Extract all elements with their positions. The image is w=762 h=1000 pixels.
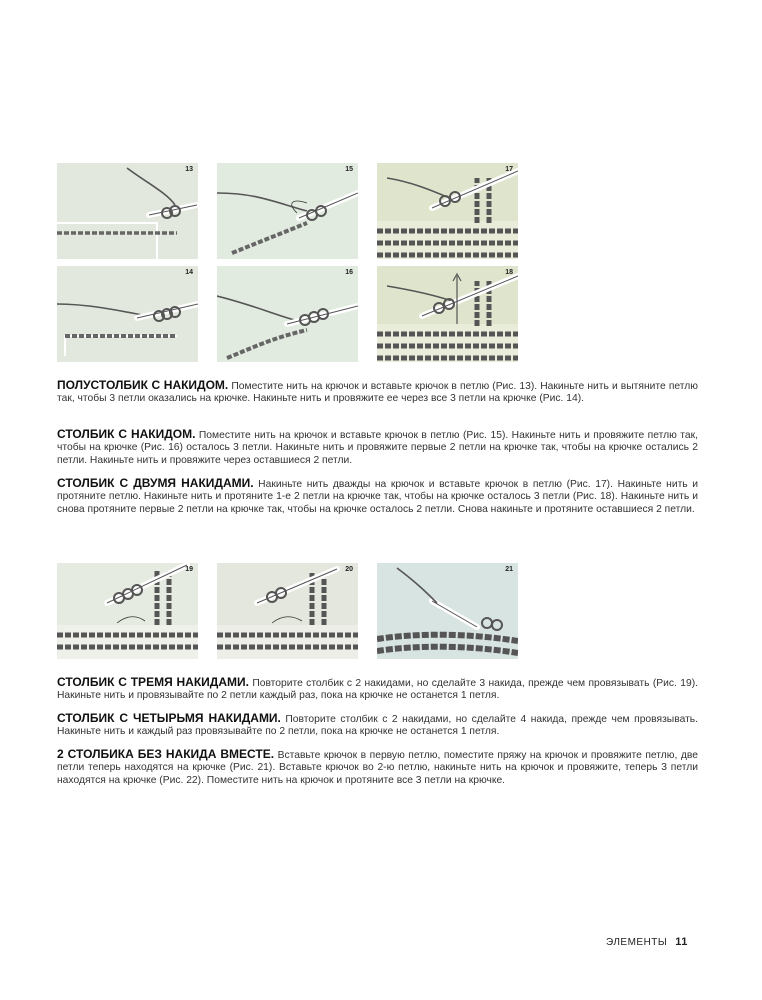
- figure-19-illustration: [57, 563, 198, 659]
- section-title: СТОЛБИК С НАКИДОМ.: [57, 427, 196, 441]
- section-single-crochet-2-together: [57, 748, 698, 787]
- figure-number: 13: [185, 166, 193, 173]
- section-title: 2 СТОЛБИКА БЕЗ НАКИДА ВМЕСТЕ.: [57, 747, 275, 761]
- figure-14-illustration: [57, 266, 198, 362]
- figure-15: [217, 163, 358, 259]
- figure-21: [377, 563, 518, 659]
- figure-number: 14: [185, 269, 193, 276]
- section-double-crochet: [57, 428, 698, 467]
- section-half-double-crochet: [57, 379, 698, 406]
- section-title: СТОЛБИК С ДВУМЯ НАКИДАМИ.: [57, 476, 254, 490]
- figure-13-illustration: [57, 163, 198, 259]
- section-title: СТОЛБИК С ТРЕМЯ НАКИДАМИ.: [57, 675, 249, 689]
- figure-number: 20: [345, 566, 353, 573]
- section-text: Повторите столбик с 2 накидами, но сделайте 3 накида, прежде чем провязывать (Рис. 19). Накиньте нить и провязывайте по 2 петли каждый раз, пока на крючке не останется 1 петля.: [57, 678, 698, 702]
- footer-section-name: ЭЛЕМЕНТЫ: [606, 937, 668, 948]
- figure-16-illustration: [217, 266, 358, 362]
- figure-16: [217, 266, 358, 362]
- page-footer: [606, 936, 688, 948]
- section-text: Повторите столбик с 2 накидами, но сделайте 4 накида, прежде чем провязывать. Накиньте нить и каждый раз провязывайте по 2 петли, пока на крючке не останется 1 петля.: [57, 714, 699, 738]
- figure-number: 21: [505, 566, 513, 573]
- figure-21-illustration: [377, 563, 518, 659]
- figure-20: [217, 563, 358, 659]
- section-triple-treble-crochet: [57, 712, 698, 739]
- figure-number: 18: [505, 269, 513, 276]
- section-double-treble-crochet: [57, 676, 698, 703]
- figure-19: [57, 563, 198, 659]
- figure-number: 17: [505, 166, 513, 173]
- section-text: Поместите нить на крючок и вставьте крючок в петлю (Рис. 15). Накиньте нить и провяжите петлю так, чтобы на крючке (Рис. 16) осталось 3 петли. Накиньте нить и провяжите первые 2 петли на крючке так, чтобы на крючке остались 2 петли. Накиньте нить и провяжите через оставшиеся 2 петли.: [57, 430, 698, 466]
- figure-15-illustration: [217, 163, 358, 259]
- section-title: ПОЛУСТОЛБИК С НАКИДОМ.: [57, 378, 229, 392]
- figure-17-illustration: [377, 163, 518, 259]
- section-text: Поместите нить на крючок и вставьте крючок в петлю (Рис. 13). Накиньте нить и вытяните петлю так, чтобы 3 петли оказались на крючке. Накиньте нить и провяжите ее через все 3 петли на крючке (Рис. 14).: [57, 381, 698, 405]
- figure-number: 15: [345, 166, 353, 173]
- figure-20-illustration: [217, 563, 358, 659]
- section-text: Накиньте нить дважды на крючок и вставьте крючок в петлю (Рис. 17). Накиньте нить и протяните петлю. Накиньте нить и протяните 1-е 2 петли на крючке так, чтобы на крючке осталось 3 петли (Рис. 18). Накиньте нить и снова протяните первые 2 петли на крючке так, чтобы на крючке осталось 2 петли. Снова накиньте и протяните оставшиеся 2 петли.: [57, 479, 699, 515]
- figure-14: [57, 266, 198, 362]
- figure-number: 16: [345, 269, 353, 276]
- section-treble-crochet: [57, 477, 698, 516]
- section-title: СТОЛБИК С ЧЕТЫРЬМЯ НАКИДАМИ.: [57, 711, 281, 725]
- figure-13: [57, 163, 198, 259]
- page-number: 11: [675, 936, 688, 948]
- figure-number: 19: [185, 566, 193, 573]
- figure-17: [377, 163, 518, 259]
- figure-18-illustration: [377, 266, 518, 362]
- figure-18: [377, 266, 518, 362]
- section-text: Вставьте крючок в первую петлю, поместите пряжу на крючок и провяжите петлю, две петли теперь находятся на крючке (Рис. 21). Вставьте крючок во 2-ю петлю, накиньте нить на крючок и провяжите, теперь 3 петли находятся на крючке (Рис. 22). Поместите нить на крючок и протяните все 3 петли на крючке.: [57, 750, 698, 786]
